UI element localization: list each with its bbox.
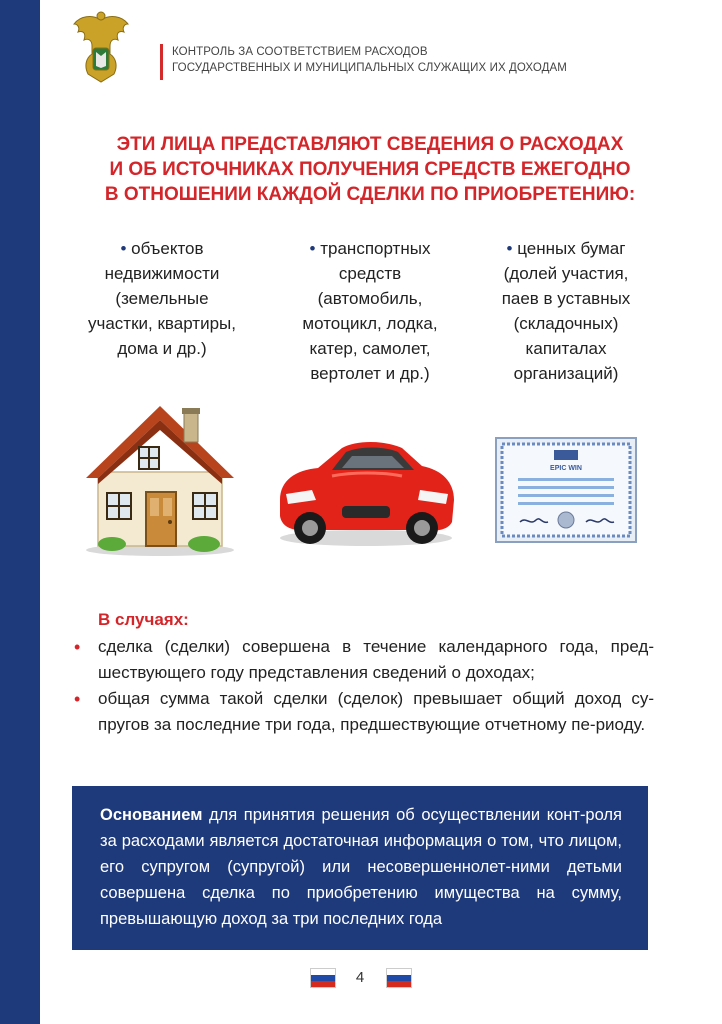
list-item-text: сделка (сделки) совершена в течение календарного года, пред-шествующего году представления сведений о доходах; (98, 637, 654, 682)
column-line: (долей участия, (503, 264, 629, 283)
column-real-estate (72, 236, 252, 361)
column-line: (автомобиль, (317, 289, 423, 308)
column-line: • транспортных (309, 239, 431, 258)
house-icon (80, 398, 240, 558)
left-accent-bar (0, 0, 40, 1024)
cases-title: В случаях: (98, 610, 189, 629)
headline-line-2: И ОБ ИСТОЧНИКАХ ПОЛУЧЕНИЯ СРЕДСТВ ЕЖЕГОДНО (109, 159, 631, 180)
cases-list (72, 634, 654, 738)
bullet: • (120, 239, 127, 258)
column-line: вертолет и др.) (310, 364, 430, 383)
basis-text (100, 802, 622, 932)
bullet: • (74, 637, 81, 657)
column-line: средств (338, 264, 402, 283)
certificate-label: EPIC WIN (550, 465, 582, 472)
page-footer (0, 968, 722, 992)
russian-flag-icon (386, 968, 412, 988)
list-item (72, 634, 654, 686)
bullet: • (506, 239, 513, 258)
certificate-icon (494, 436, 638, 544)
header-line-1: КОНТРОЛЬ ЗА СООТВЕТСТВИЕМ РАСХОДОВ (172, 46, 428, 58)
list-item (72, 686, 654, 738)
column-line: • ценных бумаг (506, 239, 626, 258)
column-line: недвижимости (104, 264, 220, 283)
bullet: • (309, 239, 316, 258)
column-line: мотоцикл, лодка, (302, 314, 438, 333)
bullet: • (74, 689, 81, 709)
column-line: дома и др.) (117, 339, 207, 358)
basis-rest: для принятия решения об осуществлении конт-роля за расходами является достаточная информация о том, что лицом, его супругом (супругой) или несовершеннолет-ними детьми совершена сделка по приобретению имущества на сумму, превышающую доход за три последних года (100, 806, 622, 928)
column-line: катер, самолет, (309, 339, 431, 358)
column-line: организаций) (513, 364, 619, 383)
basis-bold-word: Основанием (100, 806, 203, 824)
page-number: 4 (355, 969, 365, 986)
column-line: капиталах (525, 339, 607, 358)
column-line: паев в уставных (501, 289, 631, 308)
russian-flag-icon (310, 968, 336, 988)
column-vehicles (280, 236, 460, 386)
car-icon (272, 430, 460, 548)
header-title (172, 44, 567, 76)
page-headline (60, 132, 680, 207)
headline-line-1: ЭТИ ЛИЦА ПРЕДСТАВЛЯЮТ СВЕДЕНИЯ О РАСХОДАХ (116, 134, 624, 155)
basis-info-box (72, 786, 648, 950)
double-headed-eagle-emblem-icon (68, 10, 134, 88)
column-line: (складочных) (513, 314, 619, 333)
header-line-2: ГОСУДАРСТВЕННЫХ И МУНИЦИПАЛЬНЫХ СЛУЖАЩИХ ИХ ДОХОДАМ (172, 62, 567, 74)
list-item-text: общая сумма такой сделки (сделок) превышает общий доход су-пругов за последние три года, предшествующие отчетному пе-риоду. (98, 689, 654, 734)
column-securities (476, 236, 656, 386)
column-line: (земельные (115, 289, 209, 308)
column-line: • объектов (120, 239, 204, 258)
column-line: участки, квартиры, (88, 314, 236, 333)
header-divider (160, 44, 163, 80)
headline-line-3: В ОТНОШЕНИИ КАЖДОЙ СДЕЛКИ ПО ПРИОБРЕТЕНИЮ: (104, 184, 636, 205)
